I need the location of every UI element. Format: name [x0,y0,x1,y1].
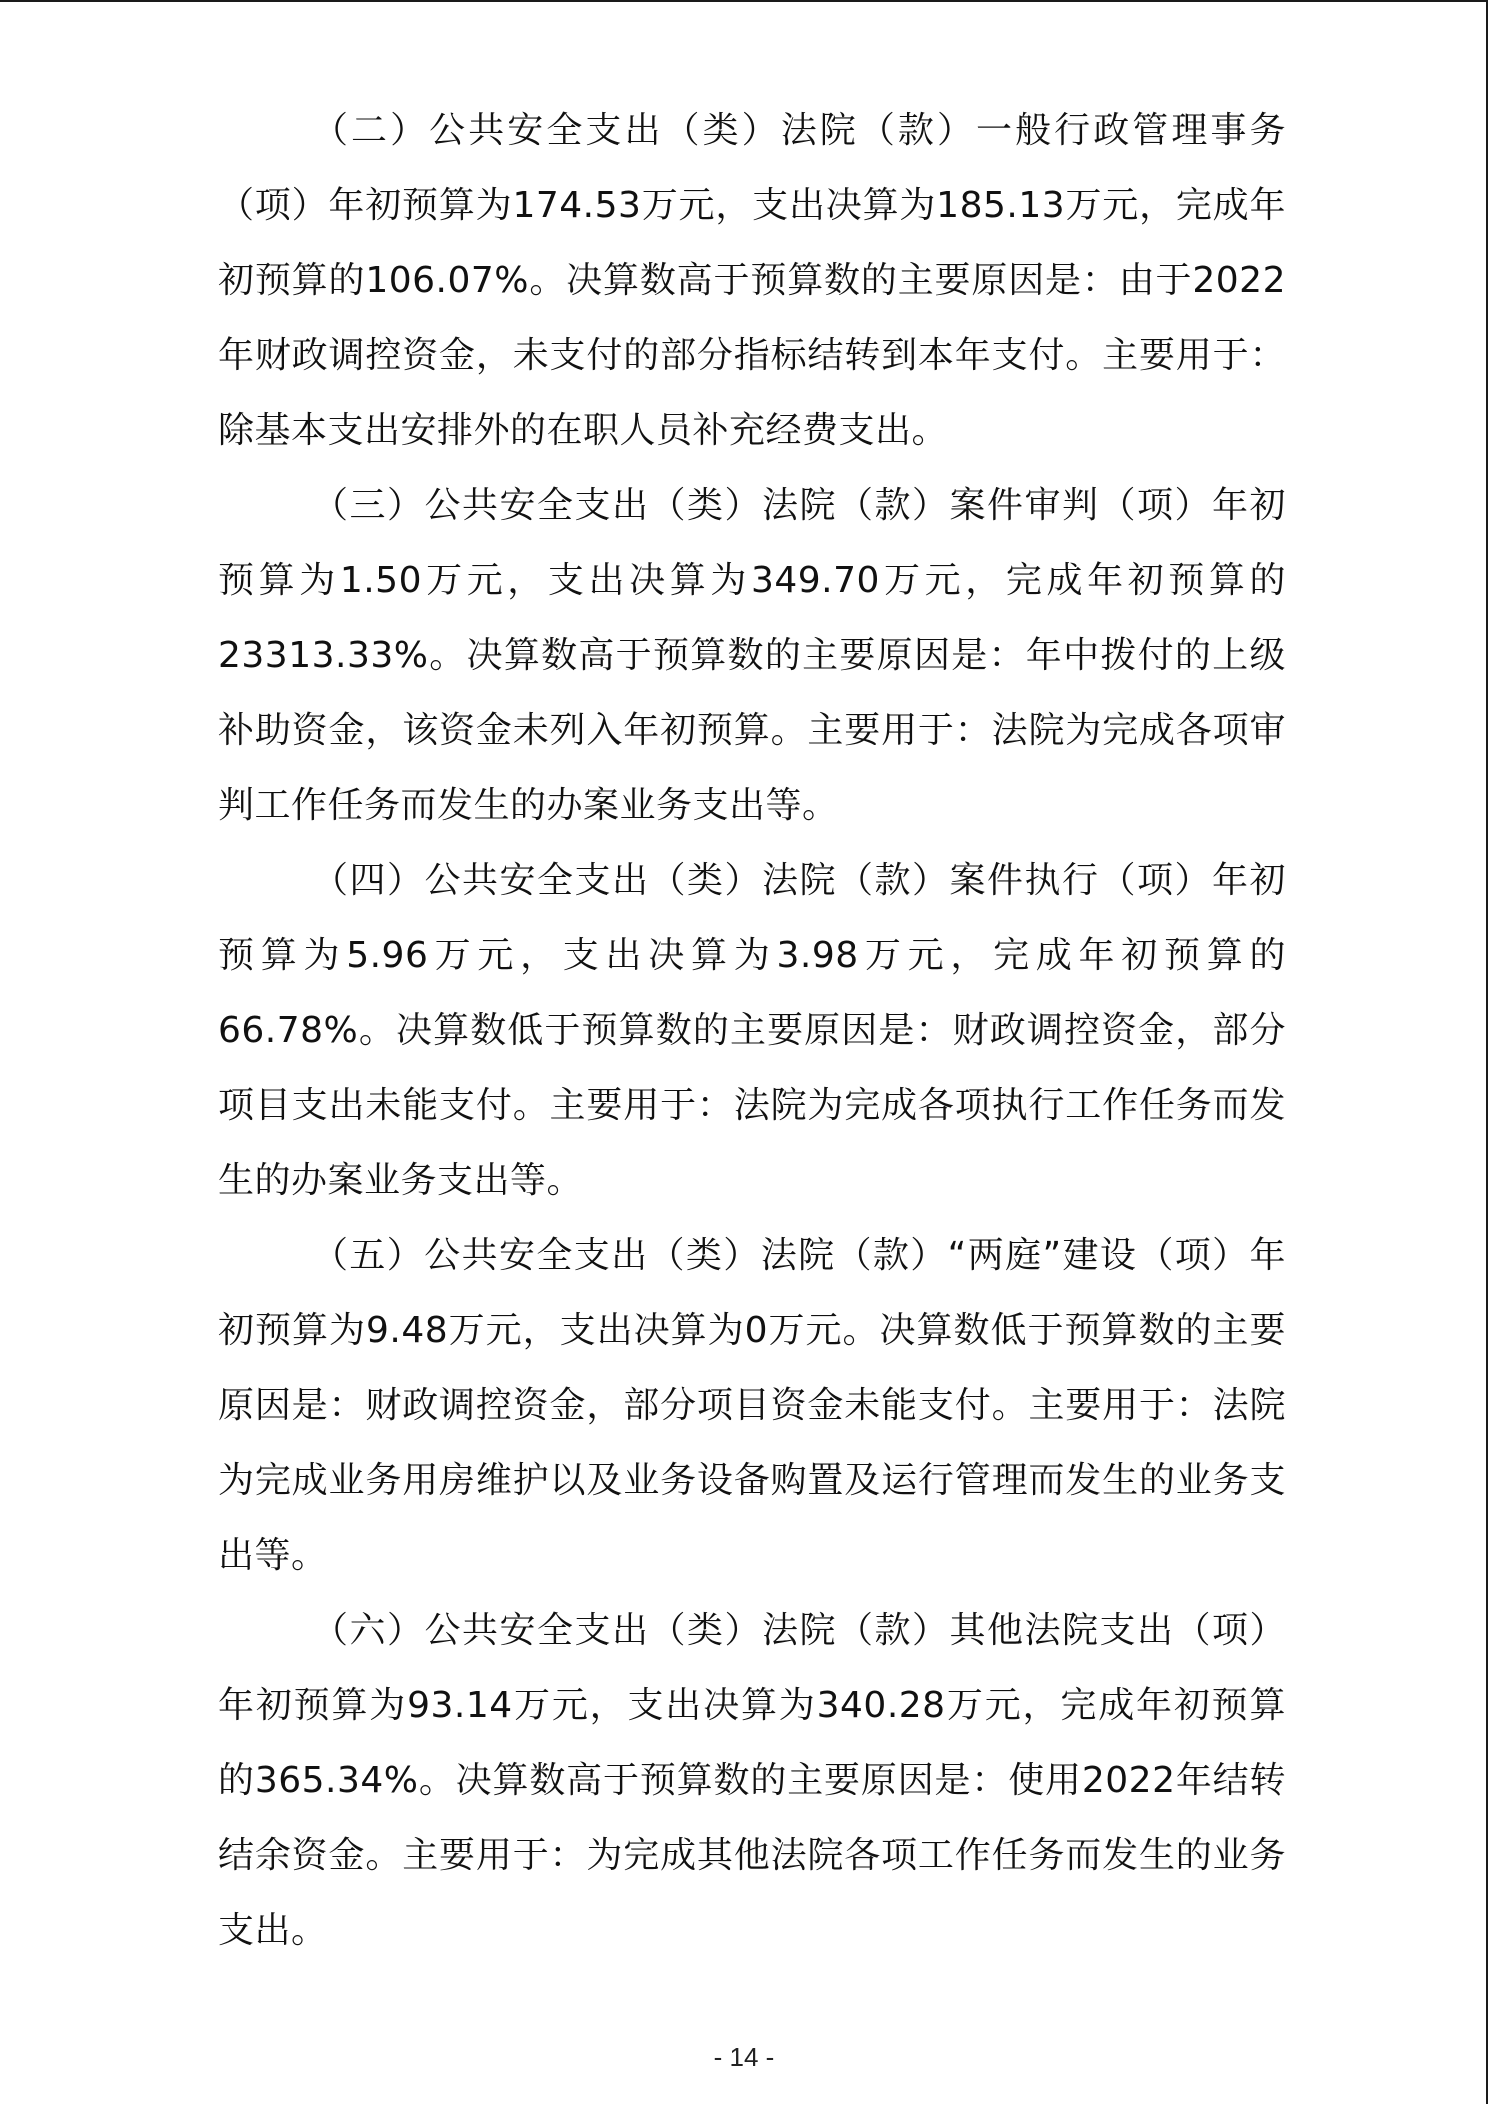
paragraph-item-6-other-court-expenditure: （六）公共安全支出（类）法院（款）其他法院支出（项）年初预算为93.14万元，支出决算为340.28万元，完成年初预算的365.34%。决算数高于预算数的主要原因是：使用2022年结转结余资金。主要用于：为完成其他法院各项工作任务而发生的业务支出。 [218,1610,1286,1951]
paragraph-item-4-case-execution: （四）公共安全支出（类）法院（款）案件执行（项）年初预算为5.96万元，支出决算为3.98万元，完成年初预算的66.78%。决算数低于预算数的主要原因是：财政调控资金，部分项目支出未能支付。主要用于：法院为完成各项执行工作任务而发生的办案业务支出等。 [218,860,1286,1201]
paragraph-item-2-general-admin: （二）公共安全支出（类）法院（款）一般行政管理事务（项）年初预算为174.53万元，支出决算为185.13万元，完成年初预算的106.07%。决算数高于预算数的主要原因是：由于2022年财政调控资金，未支付的部分指标结转到本年支付。主要用于：除基本支出安排外的在职人员补充经费支出。 [218,110,1286,451]
paragraph-item-5-two-courts-construction: （五）公共安全支出（类）法院（款）“两庭”建设（项）年初预算为9.48万元，支出决算为0万元。决算数低于预算数的主要原因是：财政调控资金，部分项目资金未能支付。主要用于：法院为完成业务用房维护以及业务设备购置及运行管理而发生的业务支出等。 [218,1235,1286,1576]
paragraph-item-3-case-trial: （三）公共安全支出（类）法院（款）案件审判（项）年初预算为1.50万元，支出决算为349.70万元，完成年初预算的23313.33%。决算数高于预算数的主要原因是：年中拨付的上级补助资金，该资金未列入年初预算。主要用于：法院为完成各项审判工作任务而发生的办案业务支出等。 [218,485,1286,826]
document-body [218,93,1286,1968]
page-number: - 14 - [713,2042,775,2072]
